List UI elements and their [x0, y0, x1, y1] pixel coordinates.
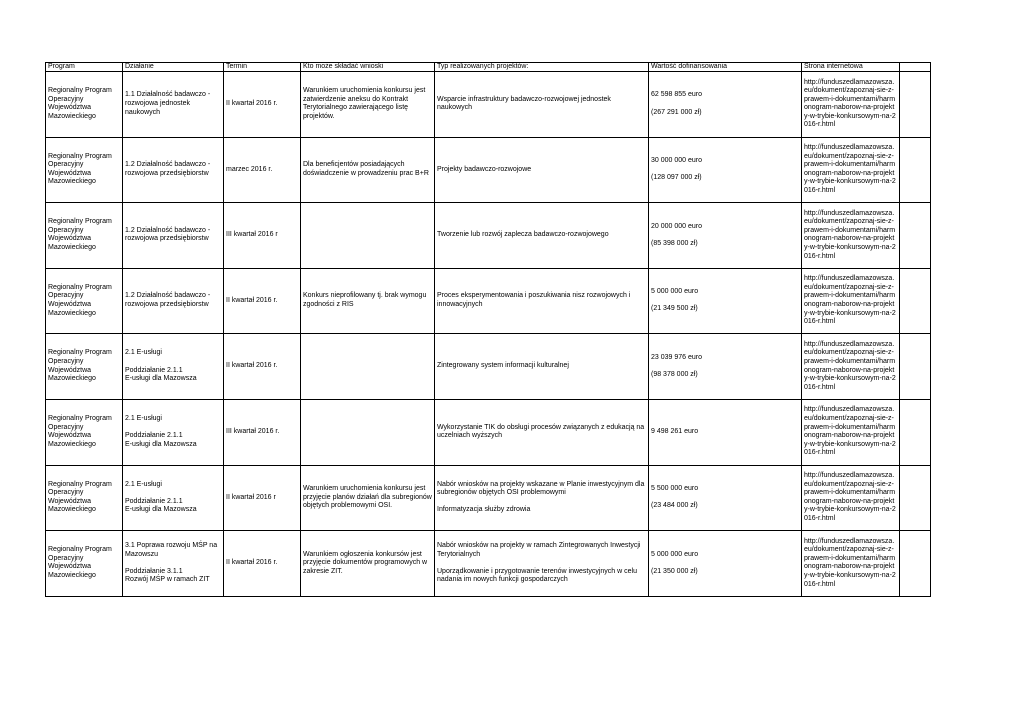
cell-termin: marzec 2016 r. — [224, 137, 301, 203]
cell-program: Regionalny Program Operacyjny Województwa Mazowieckiego — [46, 203, 123, 269]
cell-kto: Warunkiem uruchomienia konkursu jest przyjęcie planów działań dla subregionów objętych problemowymi OSI. — [301, 465, 435, 531]
header-program: Program — [46, 63, 123, 72]
cell-kto — [301, 203, 435, 269]
cell-wartosc: 62 598 855 euro (267 291 000 zł) — [649, 72, 802, 138]
cell-empty — [900, 268, 931, 334]
header-termin: Termin — [224, 63, 301, 72]
cell-strona — [802, 203, 900, 269]
spreadsheet-sheet — [45, 62, 930, 597]
header-row — [46, 63, 931, 72]
cell-kto: Warunkiem ogłoszenia konkursów jest przyjęcie dokumentów programowych w zakresie ZIT. — [301, 531, 435, 597]
website-link[interactable]: http://funduszedlamazowsza.eu/dokument/zapoznaj-sie-z-prawem-i-dokumentami/harmonogram-naborow-na-projekty-w-trybie-konkursowym-na-2016-r.html — [804, 340, 896, 391]
cell-strona — [802, 399, 900, 465]
website-link[interactable]: http://funduszedlamazowsza.eu/dokument/zapoznaj-sie-z-prawem-i-dokumentami/harmonogram-naborow-na-projekty-w-trybie-konkursowym-na-2016-r.html — [804, 144, 896, 195]
cell-kto — [301, 334, 435, 400]
cell-kto: Konkurs nieprofilowany tj. brak wymogu zgodności z RIS — [301, 268, 435, 334]
cell-wartosc: 30 000 000 euro (128 097 000 zł) — [649, 137, 802, 203]
cell-dzialanie: 2.1 E-usługi Poddziałanie 2.1.1 E-usługi dla Mazowsza — [123, 465, 224, 531]
table-row — [46, 72, 931, 138]
cell-typ: Nabór wniosków na projekty wskazane w Planie inwestycyjnym dla subregionów objętych OSI problemowymi Informatyzacja służby zdrowia — [435, 465, 649, 531]
cell-program: Regionalny Program Operacyjny Województwa Mazowieckiego — [46, 137, 123, 203]
table-row — [46, 399, 931, 465]
website-link[interactable]: http://funduszedlamazowsza.eu/dokument/zapoznaj-sie-z-prawem-i-dokumentami/harmonogram-naborow-na-projekty-w-trybie-konkursowym-na-2016-r.html — [804, 406, 896, 457]
cell-kto: Dla beneficjentów posiadających doświadczenie w prowadzeniu prac B+R — [301, 137, 435, 203]
website-link[interactable]: http://funduszedlamazowsza.eu/dokument/zapoznaj-sie-z-prawem-i-dokumentami/harmonogram-naborow-na-projekty-w-trybie-konkursowym-na-2016-r.html — [804, 472, 896, 523]
cell-empty — [900, 531, 931, 597]
cell-dzialanie: 3.1 Poprawa rozwoju MŚP na Mazowszu Poddziałanie 3.1.1 Rozwój MŚP w ramach ZIT — [123, 531, 224, 597]
header-empty — [900, 63, 931, 72]
header-kto: Kto może składać wnioski — [301, 63, 435, 72]
cell-strona — [802, 268, 900, 334]
cell-program: Regionalny Program Operacyjny Województwa Mazowieckiego — [46, 531, 123, 597]
cell-wartosc: 20 000 000 euro (85 398 000 zł) — [649, 203, 802, 269]
table-row — [46, 203, 931, 269]
cell-termin: II kwartał 2016 r. — [224, 334, 301, 400]
cell-termin: III kwartał 2016 r. — [224, 399, 301, 465]
cell-empty — [900, 334, 931, 400]
website-link[interactable]: http://funduszedlamazowsza.eu/dokument/zapoznaj-sie-z-prawem-i-dokumentami/harmonogram-naborow-na-projekty-w-trybie-konkursowym-na-2016-r.html — [804, 275, 896, 326]
cell-termin: III kwartał 2016 r — [224, 203, 301, 269]
table-row — [46, 268, 931, 334]
cell-wartosc: 23 039 976 euro (98 378 000 zł) — [649, 334, 802, 400]
cell-termin: II kwartał 2016 r — [224, 465, 301, 531]
cell-empty — [900, 399, 931, 465]
cell-typ: Wykorzystanie TIK do obsługi procesów związanych z edukacją na uczelniach wyższych — [435, 399, 649, 465]
website-link[interactable]: http://funduszedlamazowsza.eu/dokument/zapoznaj-sie-z-prawem-i-dokumentami/harmonogram-naborow-na-projekty-w-trybie-konkursowym-na-2016-r.html — [804, 209, 896, 260]
header-strona: Strona internetowa — [802, 63, 900, 72]
cell-kto — [301, 399, 435, 465]
cell-dzialanie: 2.1 E-usługi Poddziałanie 2.1.1 E-usługi dla Mazowsza — [123, 334, 224, 400]
cell-termin: II kwartał 2016 r. — [224, 268, 301, 334]
cell-strona — [802, 531, 900, 597]
header-typ: Typ realizowanych projektów: — [435, 63, 649, 72]
cell-strona — [802, 137, 900, 203]
cell-typ: Zintegrowany system informacji kulturalnej — [435, 334, 649, 400]
cell-empty — [900, 137, 931, 203]
cell-program: Regionalny Program Operacyjny Województwa Mazowieckiego — [46, 465, 123, 531]
cell-program: Regionalny Program Operacyjny Województwa Mazowieckiego — [46, 268, 123, 334]
table-row — [46, 334, 931, 400]
cell-termin: II kwartał 2016 r. — [224, 531, 301, 597]
cell-dzialanie: 1.2 Działalność badawczo - rozwojowa przedsiębiorstw — [123, 137, 224, 203]
website-link[interactable]: http://funduszedlamazowsza.eu/dokument/zapoznaj-sie-z-prawem-i-dokumentami/harmonogram-naborow-na-projekty-w-trybie-konkursowym-na-2016-r.html — [804, 537, 896, 588]
cell-dzialanie: 1.2 Działalność badawczo - rozwojowa przedsiębiorstw — [123, 268, 224, 334]
cell-strona — [802, 72, 900, 138]
cell-dzialanie: 2.1 E-usługi Poddziałanie 2.1.1 E-usługi dla Mazowsza — [123, 399, 224, 465]
cell-kto: Warunkiem uruchomienia konkursu jest zatwierdzenie aneksu do Kontrakt Terytorialnego zawierającego listę projektów. — [301, 72, 435, 138]
cell-typ: Wsparcie infrastruktury badawczo-rozwojowej jednostek naukowych — [435, 72, 649, 138]
cell-strona — [802, 334, 900, 400]
cell-program: Regionalny Program Operacyjny Województwa Mazowieckiego — [46, 399, 123, 465]
cell-wartosc: 5 000 000 euro (21 350 000 zł) — [649, 531, 802, 597]
cell-wartosc: 5 500 000 euro (23 484 000 zł) — [649, 465, 802, 531]
cell-wartosc: 9 498 261 euro — [649, 399, 802, 465]
website-link[interactable]: http://funduszedlamazowsza.eu/dokument/zapoznaj-sie-z-prawem-i-dokumentami/harmonogram-naborow-na-projekty-w-trybie-konkursowym-na-2016-r.html — [804, 78, 896, 129]
cell-typ: Tworzenie lub rozwój zaplecza badawczo-rozwojowego — [435, 203, 649, 269]
cell-dzialanie: 1.1 Działalność badawczo - rozwojowa jednostek naukowych — [123, 72, 224, 138]
cell-typ: Projekty badawczo-rozwojowe — [435, 137, 649, 203]
cell-empty — [900, 72, 931, 138]
cell-typ: Proces eksperymentowania i poszukiwania nisz rozwojowych i innowacyjnych — [435, 268, 649, 334]
table-row — [46, 531, 931, 597]
cell-program: Regionalny Program Operacyjny Województwa Mazowieckiego — [46, 334, 123, 400]
cell-wartosc: 5 000 000 euro (21 349 500 zł) — [649, 268, 802, 334]
cell-termin: II kwartał 2016 r. — [224, 72, 301, 138]
cell-empty — [900, 203, 931, 269]
header-dzialanie: Działanie — [123, 63, 224, 72]
grants-schedule-table — [45, 62, 931, 597]
header-wartosc: Wartość dofinansowania — [649, 63, 802, 72]
cell-dzialanie: 1.2 Działalność badawczo - rozwojowa przedsiębiorstw — [123, 203, 224, 269]
cell-empty — [900, 465, 931, 531]
cell-strona — [802, 465, 900, 531]
table-row — [46, 465, 931, 531]
cell-program: Regionalny Program Operacyjny Województwa Mazowieckiego — [46, 72, 123, 138]
table-row — [46, 137, 931, 203]
cell-typ: Nabór wniosków na projekty w ramach Zintegrowanych Inwestycji Terytorialnych Uporządkowanie i przygotowanie terenów inwestycyjnych w celu nadania im nowych funkcji gospodarczych — [435, 531, 649, 597]
